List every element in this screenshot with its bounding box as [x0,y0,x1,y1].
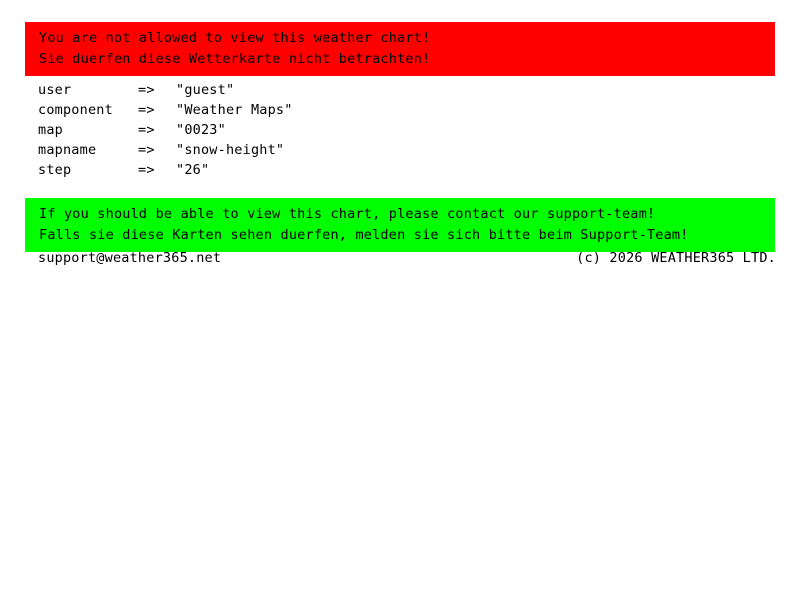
parameter-key: map [38,122,63,138]
parameter-arrow: => [138,102,155,118]
parameter-row [38,80,738,100]
parameter-row [38,140,738,160]
parameter-arrow: => [138,82,155,98]
parameter-key: mapname [38,142,97,158]
parameter-value: "snow-height" [176,142,285,158]
parameter-key: user [38,82,72,98]
parameter-arrow: => [138,142,155,158]
parameter-value: "26" [176,162,210,178]
parameter-key: component [38,102,113,118]
info-banner-line-de: Falls sie diese Karten sehen duerfen, melden sie sich bitte beim Support-Team! [39,227,689,243]
error-banner [25,22,775,76]
error-banner-line-en: You are not allowed to view this weather chart! [39,30,431,46]
parameter-row [38,160,738,180]
info-banner-line-en: If you should be able to view this chart, please contact our support-team! [39,206,656,222]
parameter-list [38,80,738,180]
parameter-value: "Weather Maps" [176,102,293,118]
parameter-row [38,100,738,120]
parameter-arrow: => [138,162,155,178]
page-footer [38,250,776,266]
error-banner-line-de: Sie duerfen diese Wetterkarte nicht betrachten! [39,51,431,67]
info-banner [25,198,775,252]
parameter-value: "0023" [176,122,226,138]
copyright-notice: (c) 2026 WEATHER365 LTD. [576,250,776,266]
parameter-row [38,120,738,140]
parameter-arrow: => [138,122,155,138]
parameter-key: step [38,162,72,178]
support-email[interactable]: support@weather365.net [38,250,222,266]
parameter-value: "guest" [176,82,235,98]
